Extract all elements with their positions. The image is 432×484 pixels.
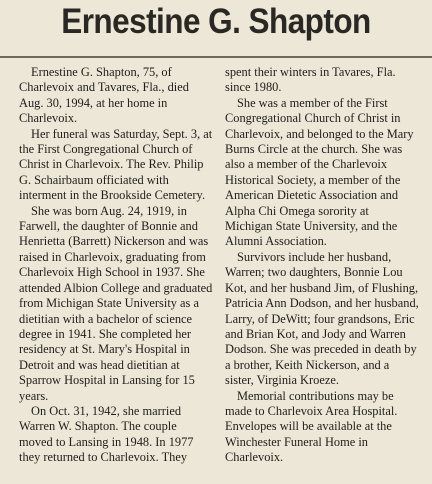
paragraph-survivors: Survivors include her husband, Warren; two daughters, Bonnie Lou Kot, and her husband Jim, of Flushing, Patricia Ann Dodson, and her husband, Larry, of DeWitt; four grandsons, Eric and Brian Kot, and Jody and Warren Dodson. She was preceded in death by a brother, Keith Nickerson, and a sister, Virginia Kroeze.	[225, 249, 419, 388]
headline-rule	[0, 56, 432, 58]
obituary-body	[19, 65, 419, 475]
paragraph-marriage: On Oct. 31, 1942, she married Warren W. Shapton. The couple moved to Lansing in 1948. In 1977 they returned to Charlevoix. They spent their winters in Tavares, Fla. since 1980.	[19, 65, 396, 465]
paragraph-funeral: Her funeral was Saturday, Sept. 3, at the First Congregational Church of Christ in Charlevoix. The Rev. Philip G. Schairbaum officiated with interment in the Brookside Cemetery.	[19, 126, 213, 203]
paragraph-death-notice: Ernestine G. Shapton, 75, of Charlevoix and Tavares, Fla., died Aug. 30, 1994, at her home in Charlevoix.	[19, 65, 189, 126]
obituary-headline: Ernestine G. Shapton	[61, 2, 371, 41]
paragraph-memorials: Memorial contributions may be made to Charlevoix Area Hospital. Envelopes will be available at the Winchester Funeral Home in Charlevoix.	[225, 388, 398, 465]
paragraph-memberships: She was a member of the First Congregational Church of Christ in Charlevoix, and belonged to the Mary Burns Circle at the church. She was also a member of the Charlevoix Historical Society, a member of the American Dietetic Association and Alpha Chi Omega sorority at Michigan State University, and the Alumni Association.	[225, 95, 414, 249]
paragraph-biography: She was born Aug. 24, 1919, in Farwell, the daughter of Bonnie and Henrietta (Barrett) Nickerson and was raised in Charlevoix, graduating from Charlevoix High School in 1937. She attended Albion College and graduated from Michigan State University as a dietitian with a bachelor of science degree in 1941. She completed her residency at St. Mary's Hospital in Detroit and was head dietitian at Sparrow Hospital in Lansing for 15 years.	[19, 203, 213, 403]
